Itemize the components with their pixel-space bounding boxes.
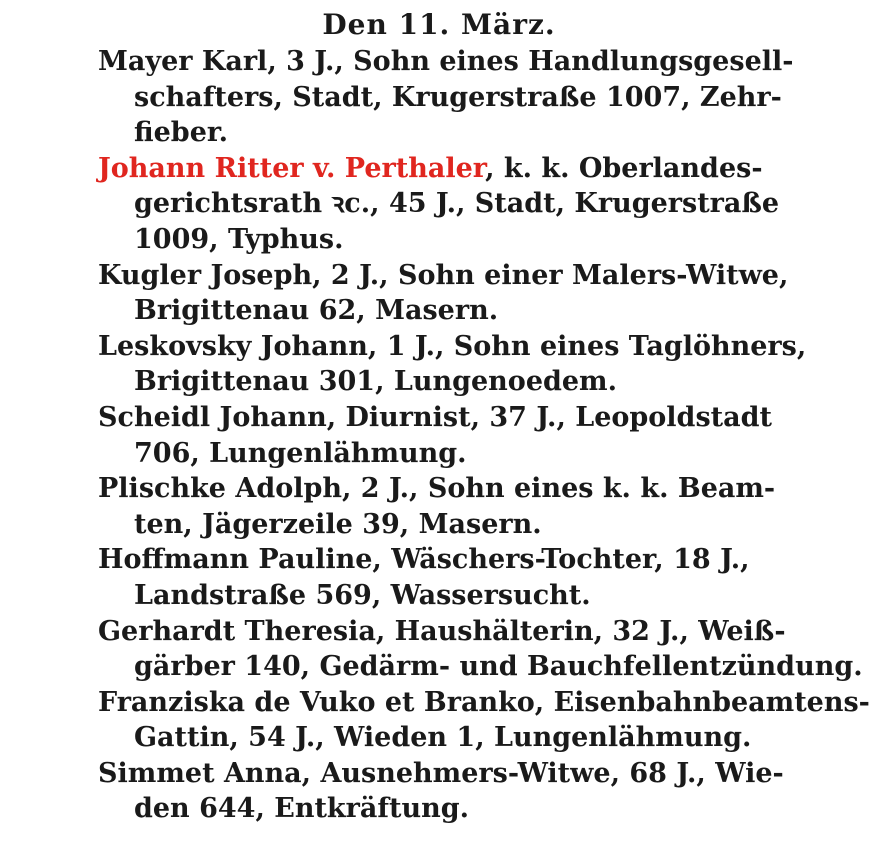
entry-line: 1009, Typhus. (134, 223, 344, 255)
entry-line: Brigittenau 301, Lungenoedem. (134, 366, 618, 398)
notice-entry-9 (98, 685, 870, 756)
notice-entry-4 (98, 329, 807, 400)
entry-line: den 644, Entkräftung. (134, 793, 469, 825)
notice-entry-8 (98, 614, 863, 685)
entry-line: Landstraße 569, Wassersucht. (134, 579, 591, 611)
entry-line: Hoffmann Pauline, Wäschers-Tochter, 18 J., (98, 544, 750, 576)
date-heading: Den 11. März. (322, 8, 556, 41)
entry-line: Mayer Karl, 3 J., Sohn eines Handlungsgesell- (98, 46, 794, 77)
entry-line: ten, Jägerzeile 39, Masern. (134, 508, 542, 540)
entry-line: fieber. (134, 117, 229, 149)
notice-entry-3 (98, 258, 798, 329)
notice-entry-10 (98, 756, 798, 827)
entry-line: gerichtsrath ꝛc., 45 J., Stadt, Krugerstraße (134, 188, 780, 220)
entry-line-rest: , k. k. Oberlandes- (485, 152, 763, 184)
entry-line: Leskovsky Johann, 1 J., Sohn eines Taglöhners, (98, 330, 807, 362)
entry-line: gärber 140, Gedärm- und Bauchfellentzündung. (134, 651, 863, 683)
highlighted-name: Johann Ritter v. Perthaler (98, 152, 486, 184)
notice-entry-6 (98, 471, 798, 542)
entry-line: Plischke Adolph, 2 J., Sohn eines k. k. Beam- (98, 473, 776, 505)
entry-line: Scheidl Johann, Diurnist, 37 J., Leopoldstadt (98, 401, 772, 433)
entry-line: Simmet Anna, Ausnehmers-Witwe, 68 J., Wie- (98, 757, 784, 789)
entry-line: Kugler Joseph, 2 J., Sohn einer Malers-Witwe, (98, 259, 789, 291)
entry-line: Gerhardt Theresia, Haushälterin, 32 J., Weiß- (98, 615, 786, 647)
death-notice-list (98, 44, 870, 827)
entry-line: Franziska de Vuko et Branko, Eisenbahnbeamtens- (98, 686, 870, 718)
notice-entry-2 (98, 151, 798, 258)
entry-line-first (98, 151, 798, 187)
notice-entry-5 (98, 400, 798, 471)
entry-line: Gattin, 54 J., Wieden 1, Lungenlähmung. (134, 722, 752, 754)
notice-entry-1 (98, 44, 798, 151)
entry-line: Brigittenau 62, Masern. (134, 295, 499, 327)
entry-line: schafters, Stadt, Krugerstraße 1007, Zehr- (134, 81, 782, 113)
notice-entry-7 (98, 542, 798, 613)
entry-line: 706, Lungenlähmung. (134, 437, 467, 469)
